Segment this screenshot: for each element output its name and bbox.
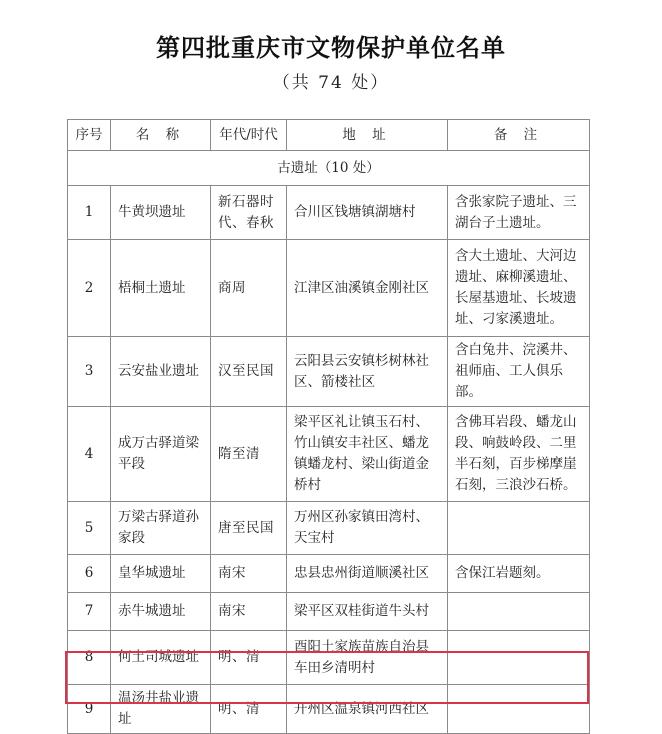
row-note — [448, 593, 590, 631]
row-name: 梧桐土遗址 — [111, 240, 211, 337]
row-name: 皇华城遗址 — [111, 555, 211, 593]
header-note: 备 注 — [448, 120, 590, 151]
row-era: 明、清 — [211, 685, 287, 734]
table-row — [68, 407, 590, 502]
table-row — [68, 555, 590, 593]
row-note — [448, 631, 590, 685]
row-index: 5 — [68, 502, 111, 555]
row-address: 合川区钱塘镇湖塘村 — [287, 186, 448, 240]
document-title: 第四批重庆市文物保护单位名单 — [156, 33, 506, 62]
row-index: 6 — [68, 555, 111, 593]
table-row — [68, 593, 590, 631]
row-address: 云阳县云安镇杉树林社区、箭楼社区 — [287, 337, 448, 407]
row-address: 万州区孙家镇田湾村、天宝村 — [287, 502, 448, 555]
row-name: 云安盐业遗址 — [111, 337, 211, 407]
row-address: 酉阳土家族苗族自治县车田乡清明村 — [287, 631, 448, 685]
row-address: 梁平区礼让镇玉石村、竹山镇安丰社区、蟠龙镇蟠龙村、梁山街道金桥村 — [287, 407, 448, 502]
row-note: 含佛耳岩段、蟠龙山段、响鼓岭段、二里半石刻，百步梯摩崖石刻，三浪沙石桥。 — [448, 407, 590, 502]
row-era: 唐至民国 — [211, 502, 287, 555]
group-label: 古遗址（10 处） — [68, 151, 590, 186]
row-address: 开州区温泉镇河西社区 — [287, 685, 448, 734]
row-era: 汉至民国 — [211, 337, 287, 407]
row-era: 商周 — [211, 240, 287, 337]
row-name: 牛黄坝遗址 — [111, 186, 211, 240]
row-era: 隋至清 — [211, 407, 287, 502]
row-note: 含保江岩题刻。 — [448, 555, 590, 593]
group-row — [68, 151, 590, 186]
row-name: 何土司城遗址 — [111, 631, 211, 685]
row-era: 南宋 — [211, 555, 287, 593]
table-row — [68, 631, 590, 685]
row-name: 成万古驿道梁平段 — [111, 407, 211, 502]
row-name: 万梁古驿道孙家段 — [111, 502, 211, 555]
heritage-table — [67, 119, 590, 734]
row-index: 7 — [68, 593, 111, 631]
header-name: 名 称 — [111, 120, 211, 151]
row-era: 新石器时代、春秋 — [211, 186, 287, 240]
row-note — [448, 502, 590, 555]
table-row — [68, 502, 590, 555]
row-index: 2 — [68, 240, 111, 337]
row-index: 1 — [68, 186, 111, 240]
row-index: 9 — [68, 685, 111, 734]
row-index: 3 — [68, 337, 111, 407]
row-note: 含大土遗址、大河边遗址、麻柳溪遗址、长屋基遗址、长坡遗址、刁家溪遗址。 — [448, 240, 590, 337]
table-row — [68, 337, 590, 407]
table-row — [68, 240, 590, 337]
row-era: 明、清 — [211, 631, 287, 685]
document-subtitle: （共 74 处） — [272, 73, 390, 93]
row-index: 8 — [68, 631, 111, 685]
header-era: 年代/时代 — [211, 120, 287, 151]
row-note: 含张家院子遗址、三湖台子土遗址。 — [448, 186, 590, 240]
header-index: 序号 — [68, 120, 111, 151]
table-header-row — [68, 120, 590, 151]
row-note: 含白兔井、浣溪井、祖师庙、工人俱乐部。 — [448, 337, 590, 407]
row-address: 梁平区双桂街道牛头村 — [287, 593, 448, 631]
table-row — [68, 685, 590, 734]
row-address: 江津区油溪镇金刚社区 — [287, 240, 448, 337]
row-name: 赤牛城遗址 — [111, 593, 211, 631]
header-address: 地 址 — [287, 120, 448, 151]
row-address: 忠县忠州街道顺溪社区 — [287, 555, 448, 593]
table-row — [68, 186, 590, 240]
row-index: 4 — [68, 407, 111, 502]
row-name: 温汤井盐业遗址 — [111, 685, 211, 734]
row-note — [448, 685, 590, 734]
row-era: 南宋 — [211, 593, 287, 631]
